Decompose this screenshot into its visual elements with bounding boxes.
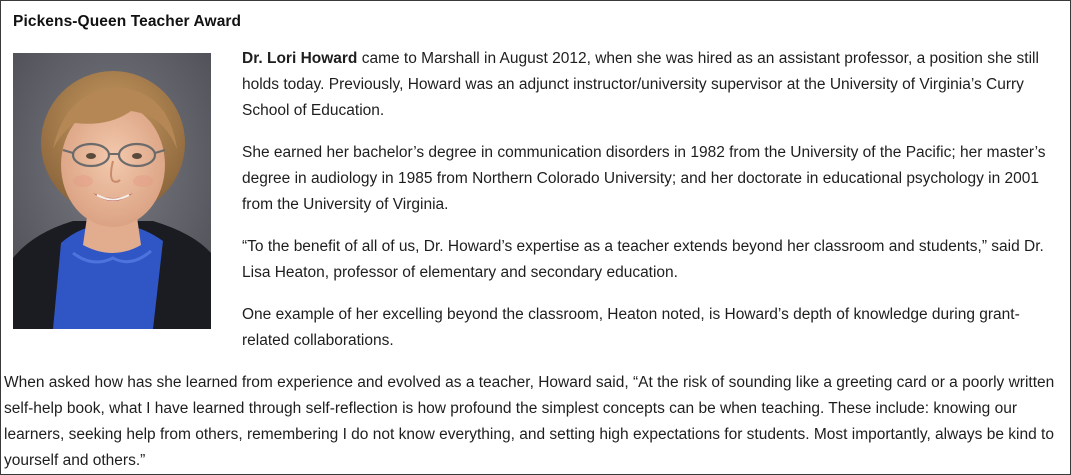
paragraph-intro-text: came to Marshall in August 2012, when she was hired as an assistant professor, a position she still holds today. Previously, Howard was an adjunct instructor/university supervisor at the University of Virginia’s Curry School of Education.: [242, 50, 1039, 119]
paragraph-reflection: When asked how has she learned from experience and evolved as a teacher, Howard said, “At the risk of sounding like a greeting card or a poorly written self-help book, what I have learned through self-reflection is how profound the simplest concepts can be when teaching. These include: knowing our learners, seeking help from others, remembering I do not know everything, and setting high expectations for students. Most importantly, always be kind to yourself and others.”: [4, 374, 1055, 469]
paragraph-example: One example of her excelling beyond the classroom, Heaton noted, is Howard’s depth of knowledge during grant-related collaborations.: [242, 306, 1020, 349]
paragraph-quote: “To the benefit of all of us, Dr. Howard’s expertise as a teacher extends beyond her classroom and students,” said Dr. Lisa Heaton, professor of elementary and secondary education.: [242, 238, 1044, 281]
article-body: [242, 46, 1057, 370]
person-name: Dr. Lori Howard: [242, 50, 358, 67]
paragraph-intro: [242, 46, 1057, 124]
article-title: Pickens-Queen Teacher Award: [13, 13, 242, 30]
portrait-photo: [13, 53, 211, 329]
paragraph-education: She earned her bachelor’s degree in communication disorders in 1982 from the University of the Pacific; her master’s degree in audiology in 1985 from Northern Colorado University; and her doctorate in educational psychology in 2001 from the University of Virginia.: [242, 144, 1046, 213]
